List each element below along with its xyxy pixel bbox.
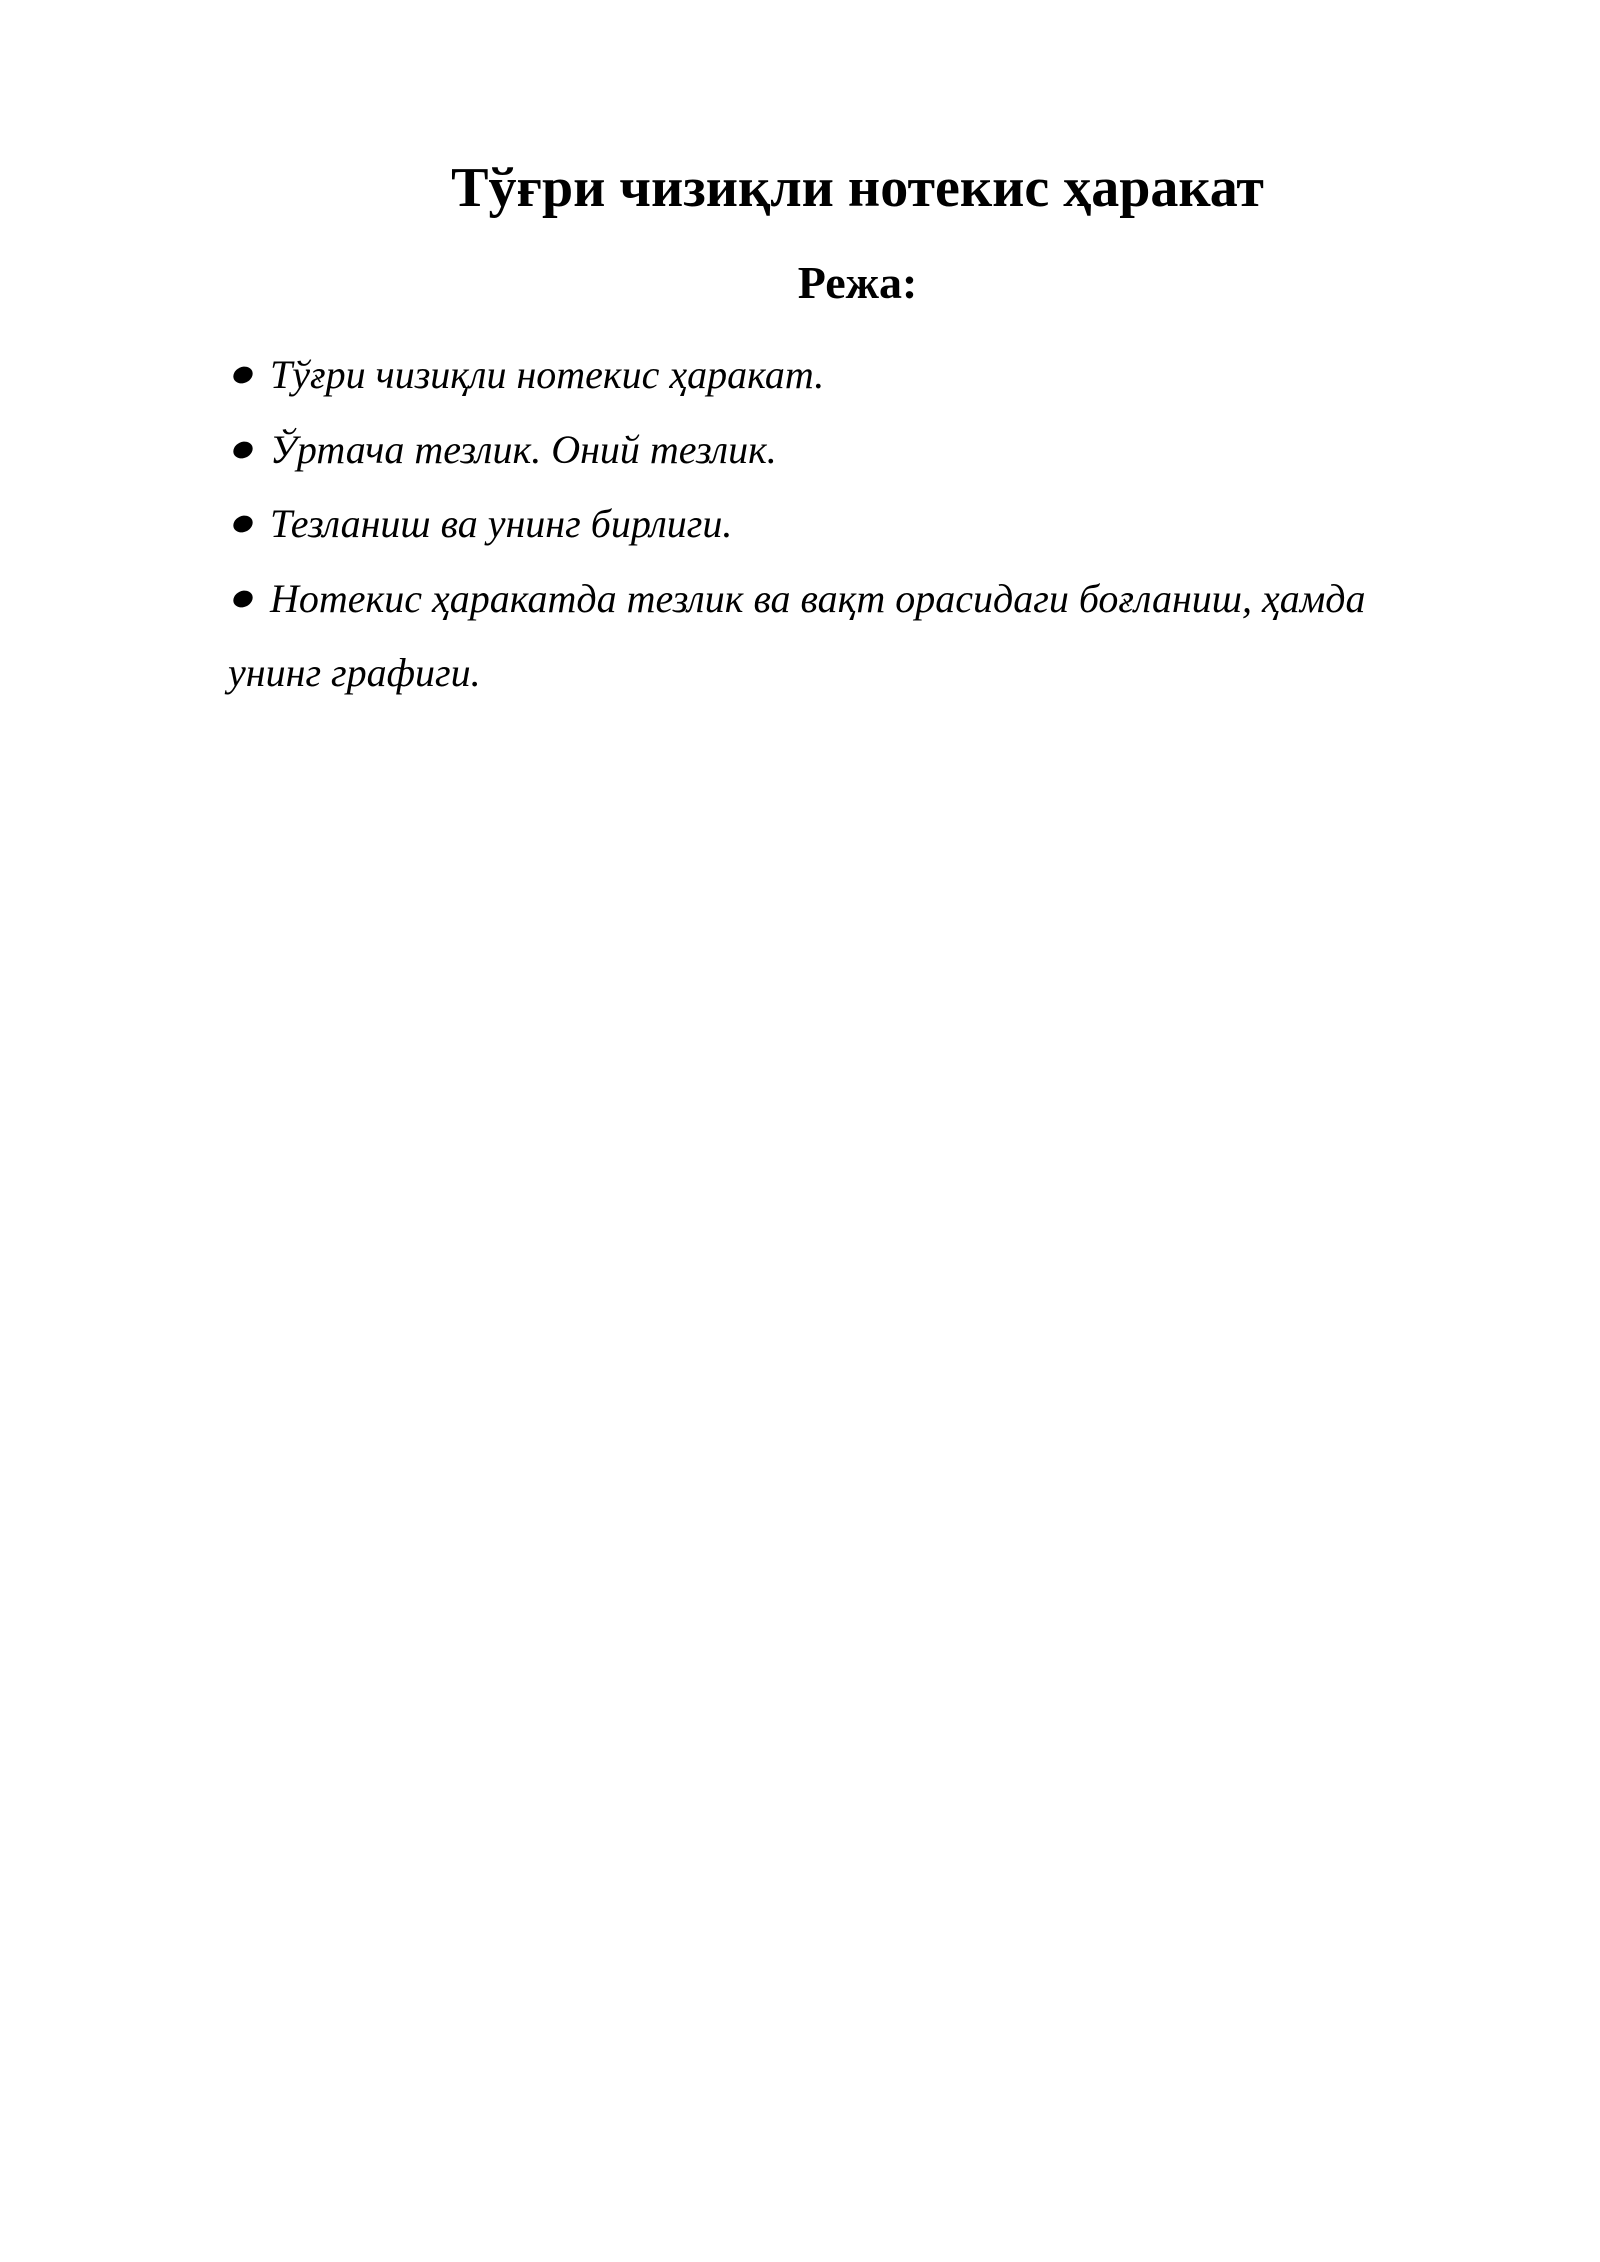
plan-item-text: Тезланиш ва унинг бирлиги.: [270, 501, 733, 546]
bullet-icon: [231, 513, 256, 536]
plan-item-text: Ўртача тезлик. Оний тезлик.: [270, 426, 777, 472]
plan-list: [228, 338, 1468, 711]
bullet-icon: [231, 587, 256, 610]
bullet-icon: [231, 438, 256, 461]
plan-item: [228, 413, 1468, 488]
plan-item-text: Нотекис ҳаракатда тезлик ва вақт орасидаги боғланиш, ҳамда унинг графиги.: [228, 575, 1366, 695]
document-title: Тўғри чизиқли нотекис ҳаракат: [451, 157, 1264, 219]
plan-item-text: Тўғри чизиқли нотекис ҳаракат.: [270, 352, 825, 397]
plan-heading: Режа:: [797, 257, 918, 308]
plan-item: [228, 487, 1468, 562]
bullet-icon: [231, 364, 256, 387]
plan-item: [228, 562, 1468, 711]
plan-item: [228, 338, 1468, 413]
